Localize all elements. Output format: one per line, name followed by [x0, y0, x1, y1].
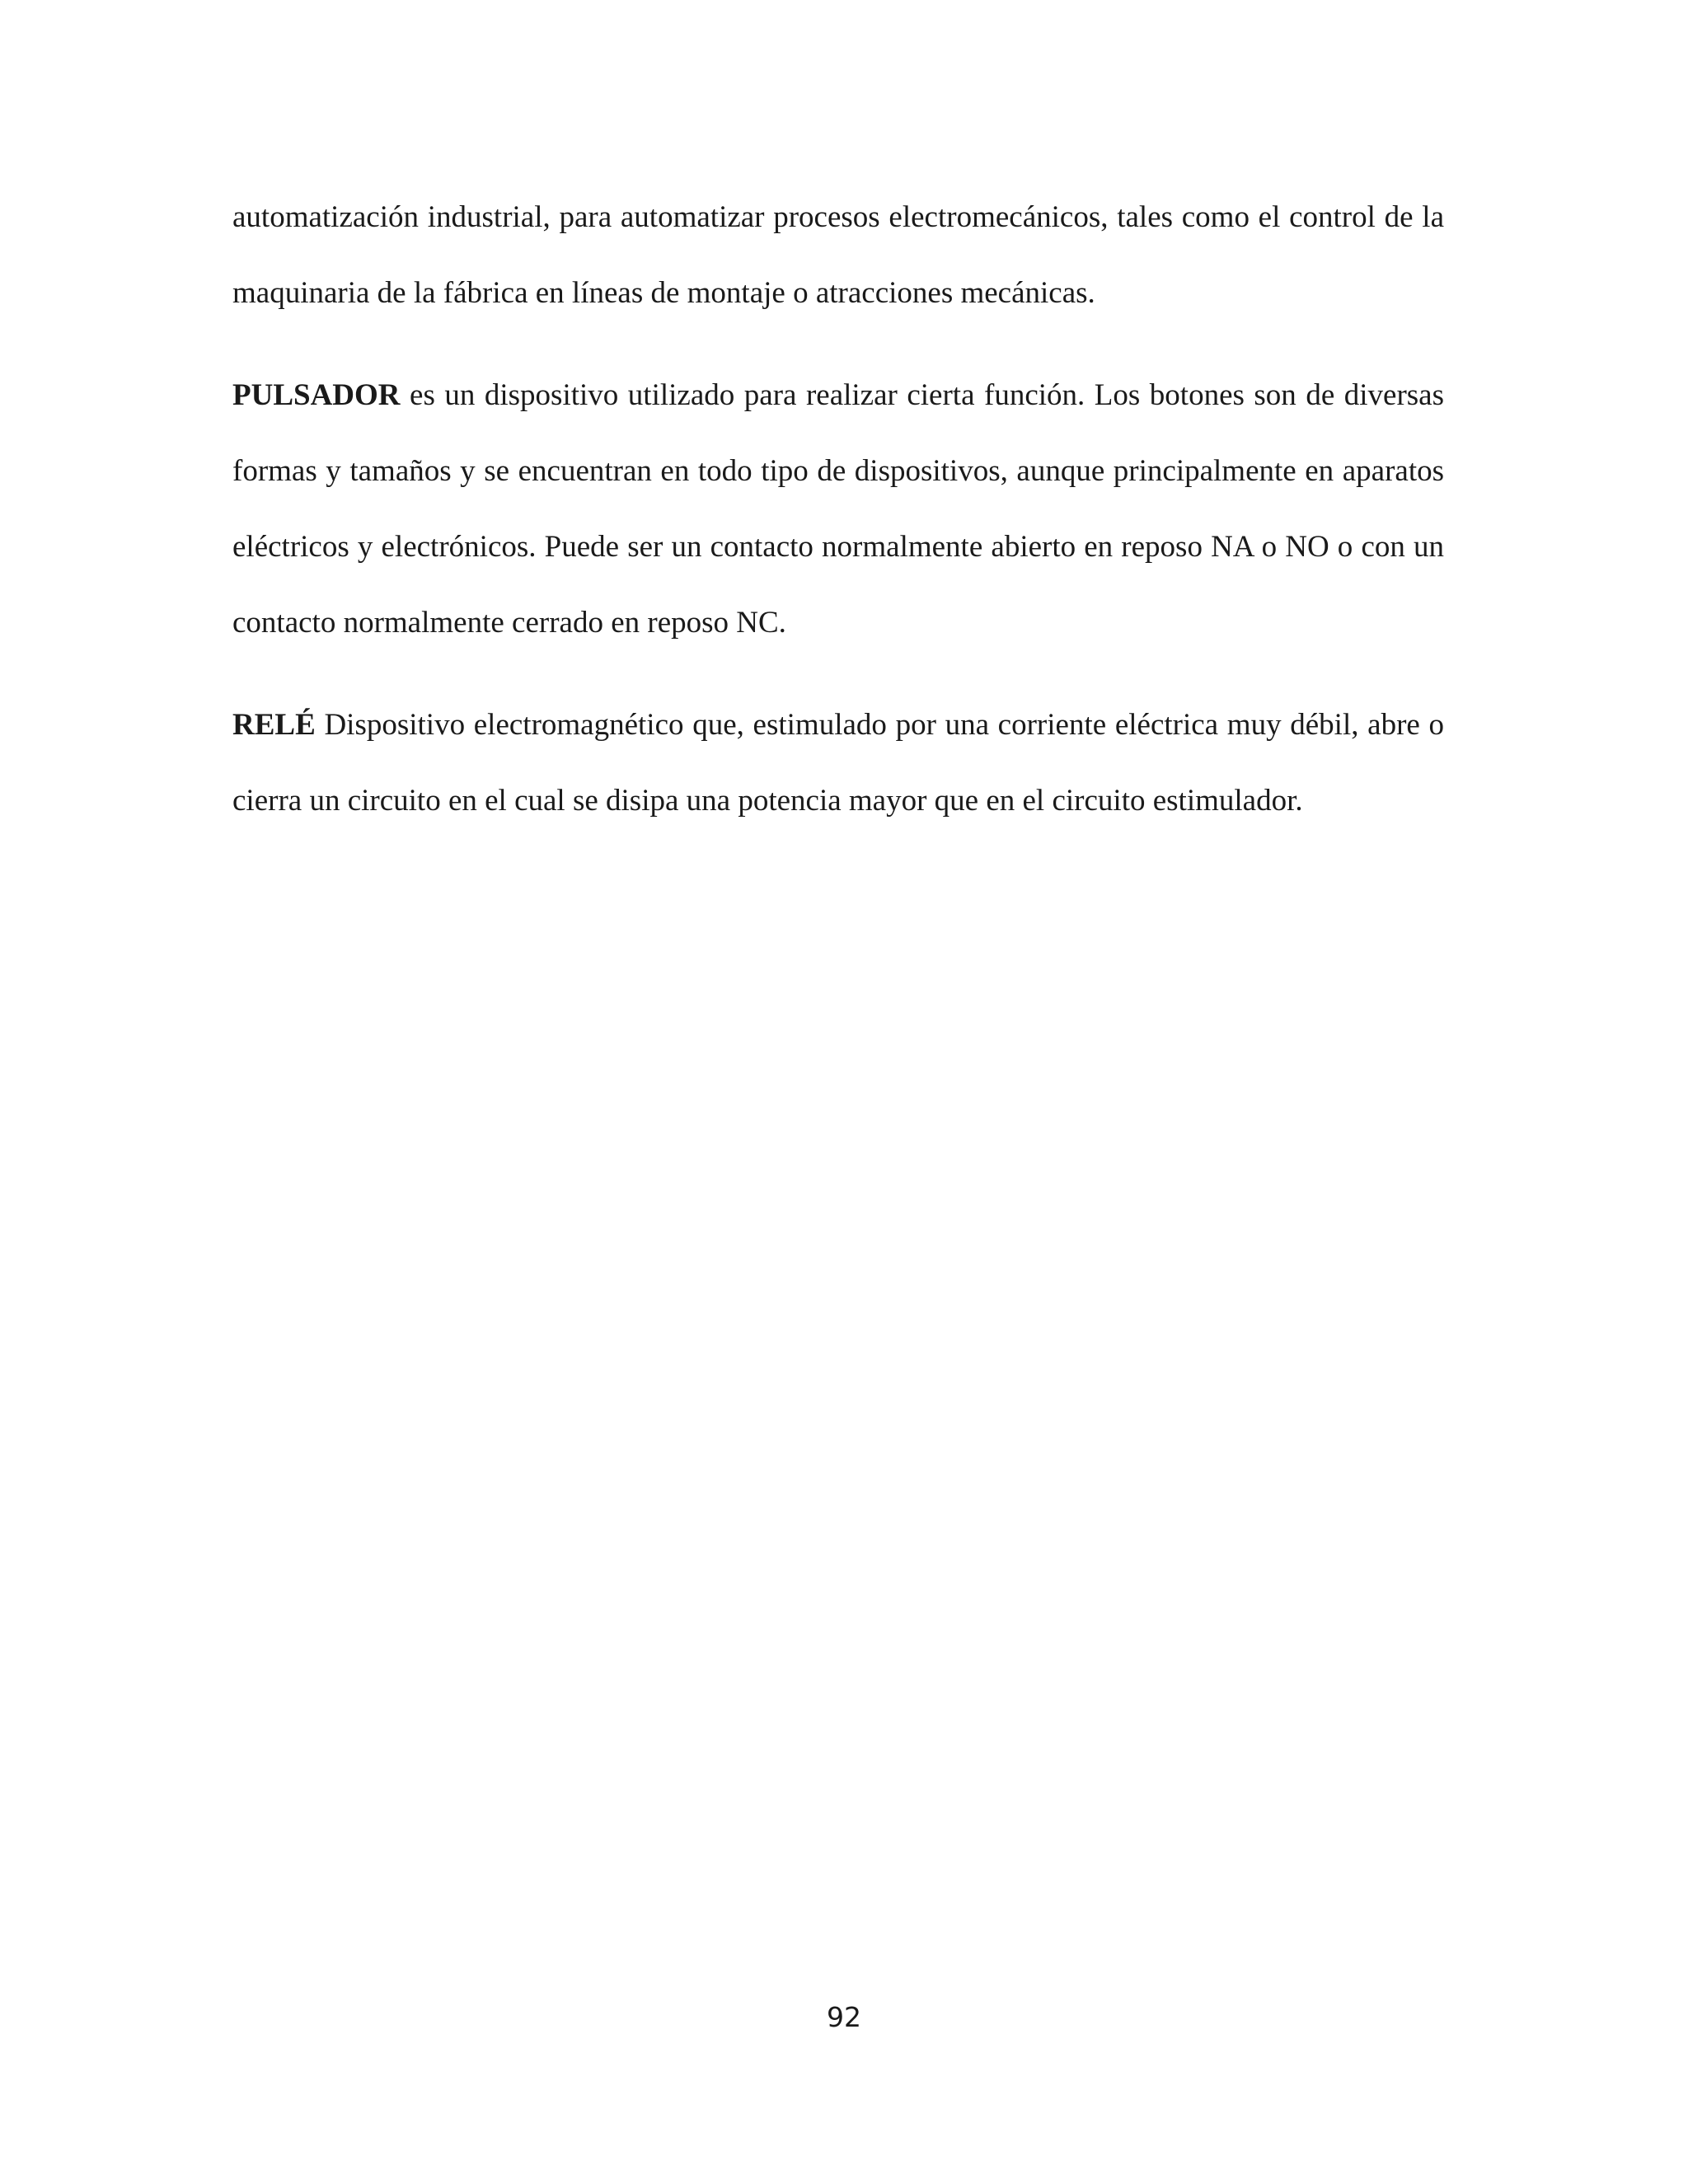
paragraph-rele — [232, 687, 1444, 839]
term-pulsador: PULSADOR — [232, 378, 401, 412]
paragraph-continuation — [232, 180, 1444, 331]
paragraph-text: automatización industrial, para automatizar procesos electromecánicos, tales como el control de la maquinaria de la fábrica en líneas de montaje o atracciones mecánicas. — [232, 200, 1444, 310]
term-rele: RELÉ — [232, 708, 316, 742]
paragraph-text: es un dispositivo utilizado para realizar cierta función. Los botones son de diversas formas y tamaños y se encuentran en todo tipo de dispositivos, aunque principalmente en aparatos eléctricos y electrónicos. Puede ser un contacto normalmente abierto en reposo NA o NO o con un contacto normalmente cerrado en reposo NC. — [232, 378, 1444, 640]
paragraph-text: Dispositivo electromagnético que, estimulado por una corriente eléctrica muy débil, abre o cierra un circuito en el cual se disipa una potencia mayor que en el circuito estimulador. — [232, 708, 1444, 818]
page-number: 92 — [827, 2001, 861, 2033]
body-text — [232, 180, 1444, 865]
paragraph-pulsador — [232, 358, 1444, 661]
